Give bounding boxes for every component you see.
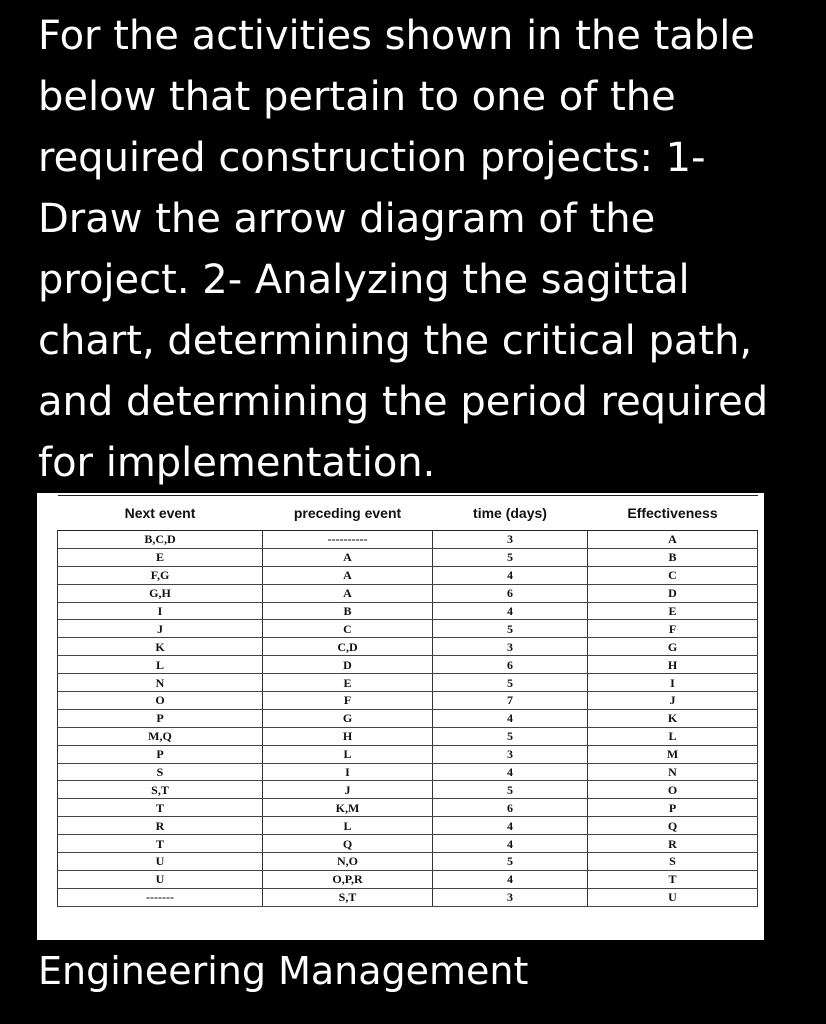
header-effectiveness: Effectiveness (588, 496, 758, 531)
time-cell: 4 (433, 870, 588, 888)
table-row (58, 799, 758, 817)
time-cell: 3 (433, 745, 588, 763)
preceding-event-cell: A (263, 566, 433, 584)
preceding-event-cell: K,M (263, 799, 433, 817)
header-next-event: Next event (58, 496, 263, 531)
time-cell: 5 (433, 548, 588, 566)
time-cell: 7 (433, 692, 588, 710)
next-event-cell: J (58, 620, 263, 638)
next-event-cell: T (58, 835, 263, 853)
footer-text: Engineering Management (38, 949, 529, 993)
table-row (58, 870, 758, 888)
time-cell: 4 (433, 566, 588, 584)
next-event-cell: G,H (58, 584, 263, 602)
next-event-cell: F,G (58, 566, 263, 584)
next-event-cell: ------- (58, 888, 263, 906)
table-row (58, 745, 758, 763)
preceding-event-cell: F (263, 692, 433, 710)
next-event-cell: T (58, 799, 263, 817)
table-row (58, 566, 758, 584)
table-header-row (58, 496, 758, 531)
time-cell: 3 (433, 531, 588, 549)
activity-table (57, 495, 758, 907)
table-row (58, 853, 758, 871)
preceding-event-cell: H (263, 727, 433, 745)
preceding-event-cell: N,O (263, 853, 433, 871)
preceding-event-cell: C,D (263, 638, 433, 656)
next-event-cell: L (58, 656, 263, 674)
effectiveness-cell: E (588, 602, 758, 620)
next-event-cell: U (58, 853, 263, 871)
table-row (58, 763, 758, 781)
table-row (58, 692, 758, 710)
effectiveness-cell: K (588, 709, 758, 727)
preceding-event-cell: A (263, 584, 433, 602)
effectiveness-cell: Q (588, 817, 758, 835)
effectiveness-cell: T (588, 870, 758, 888)
time-cell: 6 (433, 799, 588, 817)
table-row (58, 835, 758, 853)
time-cell: 4 (433, 835, 588, 853)
next-event-cell: N (58, 674, 263, 692)
time-cell: 4 (433, 817, 588, 835)
next-event-cell: B,C,D (58, 531, 263, 549)
effectiveness-cell: P (588, 799, 758, 817)
preceding-event-cell: D (263, 656, 433, 674)
effectiveness-cell: C (588, 566, 758, 584)
table-row (58, 638, 758, 656)
preceding-event-cell: C (263, 620, 433, 638)
next-event-cell: S,T (58, 781, 263, 799)
preceding-event-cell: E (263, 674, 433, 692)
preceding-event-cell: G (263, 709, 433, 727)
preceding-event-cell: L (263, 817, 433, 835)
effectiveness-cell: I (588, 674, 758, 692)
effectiveness-cell: G (588, 638, 758, 656)
header-time-days: time (days) (433, 496, 588, 531)
effectiveness-cell: O (588, 781, 758, 799)
effectiveness-cell: R (588, 835, 758, 853)
preceding-event-cell: I (263, 763, 433, 781)
next-event-cell: K (58, 638, 263, 656)
next-event-cell: O (58, 692, 263, 710)
effectiveness-cell: U (588, 888, 758, 906)
question-text: For the activities shown in the table below that pertain to one of the required construction projects: 1- Draw the arrow diagram of the project. 2- Analyzing the sagittal chart, determining the critical path, and determining the period required for implementation. (38, 13, 769, 486)
time-cell: 5 (433, 781, 588, 799)
time-cell: 4 (433, 602, 588, 620)
effectiveness-cell: N (588, 763, 758, 781)
time-cell: 3 (433, 638, 588, 656)
table-row (58, 584, 758, 602)
table-row (58, 674, 758, 692)
table-row (58, 656, 758, 674)
effectiveness-cell: S (588, 853, 758, 871)
time-cell: 5 (433, 727, 588, 745)
activity-table-image (37, 493, 764, 940)
time-cell: 5 (433, 674, 588, 692)
table-row (58, 620, 758, 638)
effectiveness-cell: D (588, 584, 758, 602)
effectiveness-cell: H (588, 656, 758, 674)
table-row (58, 531, 758, 549)
preceding-event-cell: ---------- (263, 531, 433, 549)
time-cell: 5 (433, 620, 588, 638)
table-row (58, 709, 758, 727)
preceding-event-cell: A (263, 548, 433, 566)
time-cell: 4 (433, 709, 588, 727)
table-row (58, 817, 758, 835)
next-event-cell: R (58, 817, 263, 835)
effectiveness-cell: A (588, 531, 758, 549)
next-event-cell: M,Q (58, 727, 263, 745)
effectiveness-cell: B (588, 548, 758, 566)
next-event-cell: S (58, 763, 263, 781)
preceding-event-cell: J (263, 781, 433, 799)
preceding-event-cell: L (263, 745, 433, 763)
table-row (58, 781, 758, 799)
preceding-event-cell: Q (263, 835, 433, 853)
next-event-cell: I (58, 602, 263, 620)
time-cell: 3 (433, 888, 588, 906)
time-cell: 5 (433, 853, 588, 871)
time-cell: 6 (433, 584, 588, 602)
header-preceding-event: preceding event (263, 496, 433, 531)
next-event-cell: E (58, 548, 263, 566)
time-cell: 4 (433, 763, 588, 781)
table-row (58, 727, 758, 745)
time-cell: 6 (433, 656, 588, 674)
preceding-event-cell: B (263, 602, 433, 620)
next-event-cell: U (58, 870, 263, 888)
table-row (58, 548, 758, 566)
preceding-event-cell: S,T (263, 888, 433, 906)
effectiveness-cell: F (588, 620, 758, 638)
effectiveness-cell: J (588, 692, 758, 710)
next-event-cell: P (58, 745, 263, 763)
effectiveness-cell: M (588, 745, 758, 763)
effectiveness-cell: L (588, 727, 758, 745)
table-row (58, 602, 758, 620)
preceding-event-cell: O,P,R (263, 870, 433, 888)
next-event-cell: P (58, 709, 263, 727)
table-row (58, 888, 758, 906)
table-body (58, 531, 758, 907)
